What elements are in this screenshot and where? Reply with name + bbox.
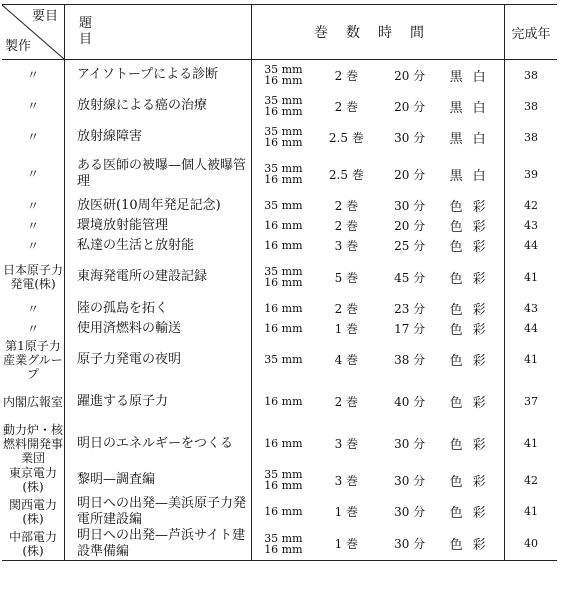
format-cell <box>252 196 315 216</box>
volume-cell: 2 巻 <box>334 395 359 409</box>
format-cell <box>252 256 315 299</box>
year-cell: 44 <box>524 239 538 252</box>
year-cell: 42 <box>524 199 538 212</box>
volume-cell: 2 巻 <box>334 99 359 114</box>
title-cell: 東海発電所の建設記録 <box>65 256 252 299</box>
maker-cell: 〃 <box>2 196 65 216</box>
maker-cell: 〃 <box>2 319 65 339</box>
volume-cell: 3 巻 <box>334 473 359 488</box>
format-line: 16 mm <box>264 505 303 518</box>
table-row <box>2 496 557 528</box>
year-cell: 39 <box>524 167 538 181</box>
maker-cell: 〃 <box>2 216 65 236</box>
title-cell: 明日のエネルギーをつくる <box>65 423 252 465</box>
volume-cell: 2 巻 <box>334 68 359 83</box>
format-cell <box>252 122 315 153</box>
maker-cell: 〃 <box>2 91 65 122</box>
color-cell: 色彩 <box>441 528 504 561</box>
table-row <box>2 216 557 236</box>
volume-cell: 5 巻 <box>334 270 359 285</box>
table-row <box>2 339 557 381</box>
format-line: 35 mm <box>264 353 303 366</box>
maker-cell: 〃 <box>2 299 65 319</box>
header-corner-bottom: 製作 <box>5 39 32 54</box>
format-cell <box>252 91 315 122</box>
format-cell <box>252 236 315 256</box>
duration-cell: 30 分 <box>394 130 426 145</box>
format-cell <box>252 465 315 496</box>
table-header <box>2 5 557 60</box>
volume-cell: 1 巻 <box>315 528 378 561</box>
format-line: 16 mm <box>264 74 303 88</box>
title-cell: 明日への出発—美浜原子力発電所建設編 <box>65 496 252 528</box>
year-cell: 41 <box>524 505 538 518</box>
format-line: 16 mm <box>264 276 303 289</box>
format-line: 16 mm <box>264 322 303 335</box>
format-cell <box>252 381 315 423</box>
maker-cell: 東京電力(株) <box>2 465 65 496</box>
table-row <box>2 381 557 423</box>
table-row <box>2 153 557 196</box>
maker-cell: 〃 <box>2 122 65 153</box>
year-cell: 44 <box>524 322 538 335</box>
format-line: 35 mm <box>264 468 303 481</box>
color-cell: 色彩 <box>441 216 504 236</box>
table-row <box>2 423 557 465</box>
format-line: 35 mm <box>264 94 303 107</box>
title-cell: 私達の生活と放射能 <box>65 236 252 256</box>
color-cell: 色彩 <box>441 465 504 496</box>
color-cell: 色彩 <box>441 236 504 256</box>
maker-cell: 〃 <box>2 236 65 256</box>
color-cell: 色彩 <box>441 196 504 216</box>
header-corner-top: 要目 <box>31 9 58 24</box>
duration-cell: 30 分 <box>394 437 426 451</box>
maker-cell: 中部電力(株) <box>2 528 65 561</box>
duration-cell: 20 分 <box>394 219 426 233</box>
format-cell <box>252 339 315 381</box>
duration-cell: 23 分 <box>394 302 426 316</box>
year-cell: 37 <box>524 395 538 408</box>
format-cell <box>252 496 315 528</box>
format-cell <box>252 60 315 91</box>
color-cell: 色彩 <box>441 319 504 339</box>
format-line: 35 mm <box>264 531 303 545</box>
title-cell: 環境放射能管理 <box>65 216 252 236</box>
maker-cell: 第1原子力産業グループ <box>3 338 63 381</box>
table-row <box>2 60 557 91</box>
title-cell: 陸の孤島を拓く <box>65 299 252 319</box>
color-cell: 色彩 <box>441 381 504 423</box>
volume-cell: 1 巻 <box>334 322 359 336</box>
year-cell: 43 <box>524 219 538 232</box>
title-cell: 黎明—調査編 <box>65 465 252 496</box>
format-cell <box>252 299 315 319</box>
volume-cell: 4 巻 <box>334 353 359 367</box>
volume-cell: 1 巻 <box>334 505 359 519</box>
format-line: 16 mm <box>264 105 303 118</box>
color-cell: 黒白 <box>441 91 504 122</box>
duration-cell: 25 分 <box>394 239 426 253</box>
title-cell: 放医研(10周年発足記念) <box>65 196 252 216</box>
volume-cell: 3 巻 <box>334 239 359 253</box>
title-cell: 放射線による癌の治療 <box>65 91 252 122</box>
format-line: 35 mm <box>264 162 303 175</box>
maker-cell: 〃 <box>2 60 65 91</box>
volume-cell: 3 巻 <box>334 437 359 451</box>
table-row <box>2 256 557 299</box>
duration-cell: 20 分 <box>394 167 426 182</box>
title-cell: 躍進する原子力 <box>65 381 252 423</box>
title-cell: 使用済燃料の輸送 <box>65 319 252 339</box>
table-row <box>2 528 557 561</box>
color-cell: 黒白 <box>441 122 504 153</box>
duration-cell: 30 分 <box>394 199 426 213</box>
format-line: 35 mm <box>264 63 303 77</box>
format-line: 16 mm <box>264 219 303 232</box>
table-row <box>2 122 557 153</box>
duration-cell: 20 分 <box>394 68 426 83</box>
color-cell: 黒白 <box>441 153 504 196</box>
maker-cell: 動力炉・核燃料開発事業団 <box>2 422 63 465</box>
format-line: 35 mm <box>264 125 303 138</box>
duration-cell: 38 分 <box>394 353 426 367</box>
title-cell: 明日への出発—芦浜サイト建設準備編 <box>65 528 252 561</box>
volume-cell: 2 巻 <box>334 219 359 233</box>
year-cell: 40 <box>505 528 558 561</box>
title-cell: 放射線障害 <box>65 122 252 153</box>
color-cell: 色彩 <box>441 423 504 465</box>
year-cell: 38 <box>524 130 538 144</box>
format-cell <box>252 319 315 339</box>
format-cell <box>252 423 315 465</box>
year-cell: 38 <box>524 68 538 82</box>
year-cell: 41 <box>524 437 538 450</box>
year-cell: 42 <box>524 473 538 487</box>
title-cell: アイソトープによる診断 <box>65 60 252 91</box>
format-cell <box>252 153 315 196</box>
table-row <box>2 196 557 216</box>
duration-cell: 45 分 <box>394 270 426 285</box>
header-corner-cell <box>2 5 65 60</box>
volume-cell: 2 巻 <box>334 199 359 213</box>
header-spec: 巻数時間 <box>252 5 505 60</box>
format-line: 16 mm <box>264 136 303 149</box>
format-line: 16 mm <box>264 479 303 492</box>
maker-cell: 関西電力(株) <box>2 496 65 528</box>
duration-cell: 30 分 <box>378 528 441 561</box>
format-line: 16 mm <box>264 542 303 556</box>
volume-cell: 2.5 巻 <box>328 167 364 182</box>
header-title: 題 目 <box>65 5 252 60</box>
color-cell: 色彩 <box>441 339 504 381</box>
table-row <box>2 91 557 122</box>
format-cell <box>252 528 315 561</box>
table-row <box>2 236 557 256</box>
header-year: 完成年 <box>505 5 558 60</box>
volume-cell: 2.5 巻 <box>328 130 364 145</box>
year-cell: 43 <box>524 302 538 315</box>
table-row <box>2 299 557 319</box>
color-cell: 黒白 <box>441 60 504 91</box>
year-cell: 38 <box>524 99 538 113</box>
maker-cell: 日本原子力発電(株) <box>2 256 65 299</box>
duration-cell: 40 分 <box>394 395 426 409</box>
maker-cell: 内閣広報室 <box>2 381 65 423</box>
duration-cell: 30 分 <box>394 473 426 488</box>
format-line: 16 mm <box>264 437 303 450</box>
table-body <box>2 60 557 561</box>
duration-cell: 20 分 <box>394 99 426 114</box>
table-row <box>2 319 557 339</box>
maker-cell: 〃 <box>2 153 65 196</box>
year-cell: 41 <box>524 270 538 284</box>
format-line: 16 mm <box>264 239 303 252</box>
duration-cell: 17 分 <box>394 322 426 336</box>
format-cell <box>252 216 315 236</box>
format-line: 35 mm <box>264 199 303 212</box>
format-line: 35 mm <box>264 265 303 278</box>
format-line: 16 mm <box>264 173 303 186</box>
title-cell: 原子力発電の夜明 <box>65 339 252 381</box>
volume-cell: 2 巻 <box>334 302 359 316</box>
color-cell: 色彩 <box>441 256 504 299</box>
table-row <box>2 465 557 496</box>
title-cell: ある医師の被曝—個人被曝管理 <box>65 153 252 196</box>
format-line: 16 mm <box>264 395 303 408</box>
color-cell: 色彩 <box>441 299 504 319</box>
film-table <box>2 4 557 561</box>
format-line: 16 mm <box>264 302 303 315</box>
color-cell: 色彩 <box>441 496 504 528</box>
duration-cell: 30 分 <box>394 505 426 519</box>
year-cell: 41 <box>524 353 538 366</box>
